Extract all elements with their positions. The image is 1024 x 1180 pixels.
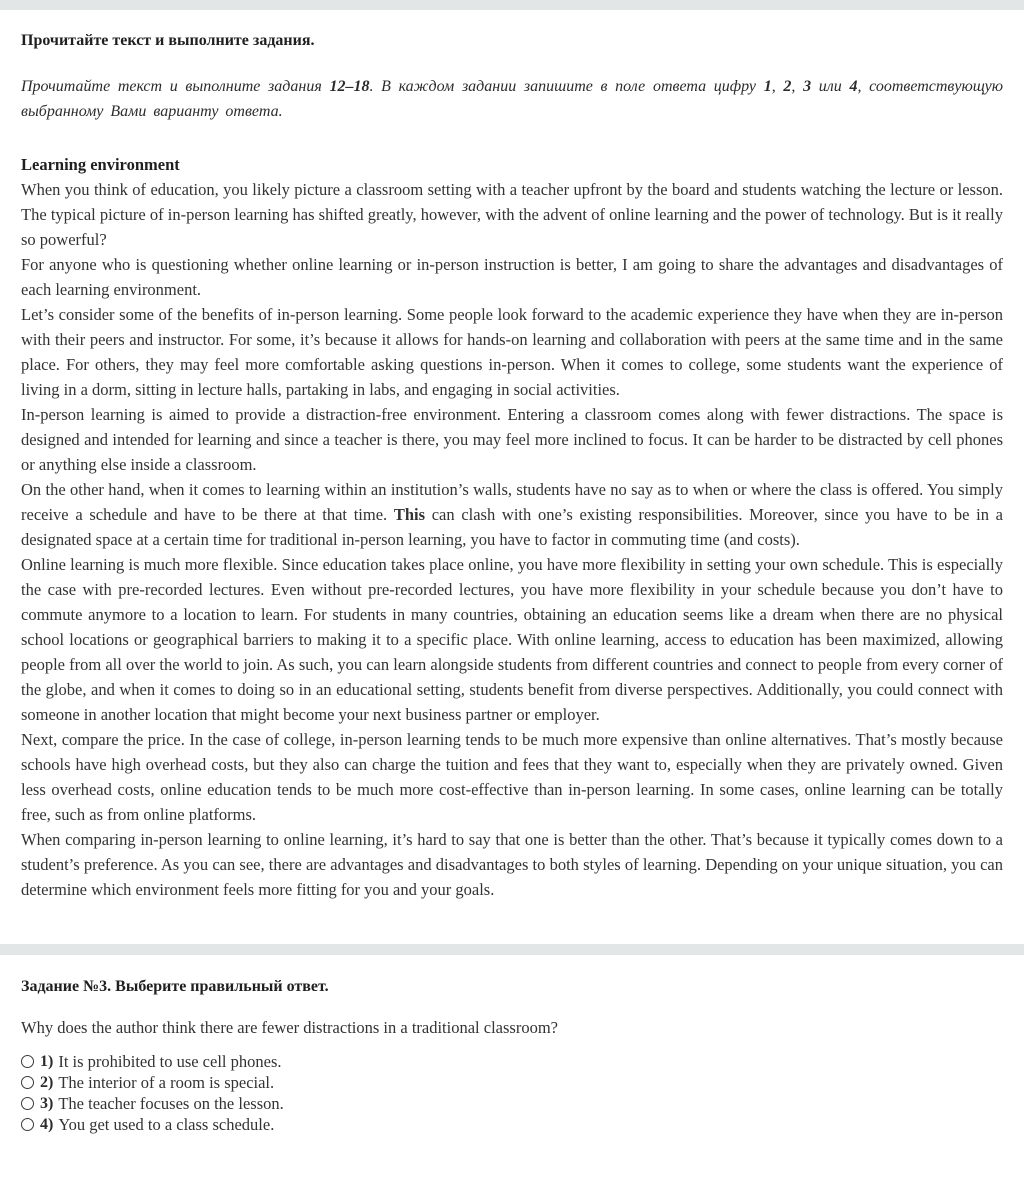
- answer-option-4[interactable]: [21, 1114, 1003, 1135]
- radio-button-icon[interactable]: [21, 1118, 34, 1131]
- option-number: 2): [40, 1073, 54, 1091]
- text-segment: или: [811, 78, 850, 95]
- bold-text: 1: [763, 78, 772, 95]
- article-paragraph: [21, 477, 1003, 552]
- question-text: Why does the author think there are fewer distractions in a traditional classroom?: [21, 1018, 558, 1037]
- text-segment: can clash with one’s existing responsibilities. Moreover, since you have to be in a designated space at a certain time for traditional in-person learning, you have to factor in commuting time (and costs).: [21, 505, 1003, 549]
- bold-text: This: [393, 505, 426, 524]
- intro-text: [21, 74, 1003, 124]
- option-label: You get used to a class schedule.: [58, 1114, 275, 1134]
- option-label: The teacher focuses on the lesson.: [58, 1093, 284, 1113]
- text-segment: Let’s consider some of the benefits of in-person learning. Some people look forward to the academic experience they have when they are in-person with their peers and instructor. For some, it’s because it allows for hands-on learning and collaboration with peers at the same time and in the same place. For others, they may feel more comfortable asking questions in-person. When it comes to college, some students want the experience of living in a dorm, sitting in lecture halls, partaking in labs, and engaging in social activities.: [21, 305, 1003, 399]
- text-segment: When comparing in-person learning to online learning, it’s hard to say that one is better than the other. That’s because it typically comes down to a student’s preference. As you can see, there are advantages and disadvantages to both styles of learning. Depending on your unique situation, you can determine which environment feels more fitting for you and your goals.: [21, 830, 1003, 899]
- option-number: 3): [40, 1094, 54, 1112]
- answer-options: [21, 1051, 1003, 1135]
- option-number: 4): [40, 1115, 54, 1133]
- bold-text: 12–18: [329, 78, 370, 95]
- bold-text: 4: [849, 78, 858, 95]
- top-bar: [0, 0, 1024, 10]
- answer-option-2[interactable]: [21, 1072, 1003, 1093]
- text-segment: Online learning is much more flexible. Since education takes place online, you have more flexibility in setting your own schedule. This is especially the case with pre-recorded lectures. Even without pre-recorded lectures, you have more flexibility in your schedule because you don’t have to commute anymore to a location to learn. For students in many countries, obtaining an education seems like a dream when there are no physical school locations or geographical barriers to making it to a specific place. With online learning, access to education has been maximized, allowing people from all over the world to join. As such, you can learn alongside students from different countries and connect to people from every corner of the globe, and when it comes to doing so in an educational setting, students benefit from diverse perspectives. Additionally, you could connect with someone in another location that might become your next business partner or employer.: [21, 555, 1003, 724]
- article-body: [21, 177, 1003, 902]
- article-paragraph: [21, 177, 1003, 252]
- article-paragraph: [21, 252, 1003, 302]
- answer-option-3[interactable]: [21, 1093, 1003, 1114]
- instructions-heading: Прочитайте текст и выполните задания.: [21, 32, 315, 49]
- text-segment: , соответствующую выбранному Вами варианту ответа.: [21, 78, 1004, 120]
- task-heading: Задание №3. Выберите правильный ответ.: [21, 978, 329, 995]
- main-content: [0, 31, 1024, 902]
- radio-button-icon[interactable]: [21, 1055, 34, 1068]
- text-segment: In-person learning is aimed to provide a distraction-free environment. Entering a classroom comes along with fewer distractions. The space is designed and intended for learning and since a teacher is there, you may feel more inclined to focus. It can be harder to be distracted by cell phones or anything else inside a classroom.: [21, 405, 1003, 474]
- text-segment: On the other hand, when it comes to learning within an institution’s walls, students have no say as to when or where the class is offered. You simply receive a schedule and have to be there at that time.: [21, 480, 1003, 524]
- section-separator: [0, 944, 1024, 955]
- text-segment: ,: [791, 78, 804, 95]
- option-label: The interior of a room is special.: [58, 1072, 275, 1092]
- option-number: 1): [40, 1052, 54, 1070]
- text-segment: When you think of education, you likely picture a classroom setting with a teacher upfront by the board and students watching the lecture or lesson. The typical picture of in-person learning has shifted greatly, however, with the advent of online learning and the power of technology. But is it really so powerful?: [21, 180, 1003, 249]
- text-segment: Прочитайте текст и выполните задания: [21, 78, 330, 95]
- answer-option-1[interactable]: [21, 1051, 1003, 1072]
- article-paragraph: [21, 402, 1003, 477]
- text-segment: . В каждом задании запишите в поле ответа цифру: [369, 78, 764, 95]
- article-paragraph: [21, 552, 1003, 727]
- option-label: It is prohibited to use cell phones.: [58, 1051, 282, 1071]
- article-paragraph: [21, 727, 1003, 827]
- article-paragraph: [21, 302, 1003, 402]
- radio-button-icon[interactable]: [21, 1097, 34, 1110]
- task-section: [0, 977, 1024, 1135]
- bold-text: 3: [803, 78, 812, 95]
- article-paragraph: [21, 827, 1003, 902]
- article-title: Learning environment: [21, 155, 180, 174]
- bold-text: 2: [783, 78, 792, 95]
- radio-button-icon[interactable]: [21, 1076, 34, 1089]
- text-segment: For anyone who is questioning whether online learning or in-person instruction is better, I am going to share the advantages and disadvantages of each learning environment.: [21, 255, 1003, 299]
- text-segment: ,: [771, 78, 784, 95]
- text-segment: Next, compare the price. In the case of college, in-person learning tends to be much more expensive than online alternatives. That’s mostly because schools have high overhead costs, but they also can charge the tuition and fees that they want to, especially when they are privately owned. Given less overhead costs, online education tends to be much more cost-effective than in-person learning. In some cases, online learning can be totally free, such as from online platforms.: [21, 730, 1003, 824]
